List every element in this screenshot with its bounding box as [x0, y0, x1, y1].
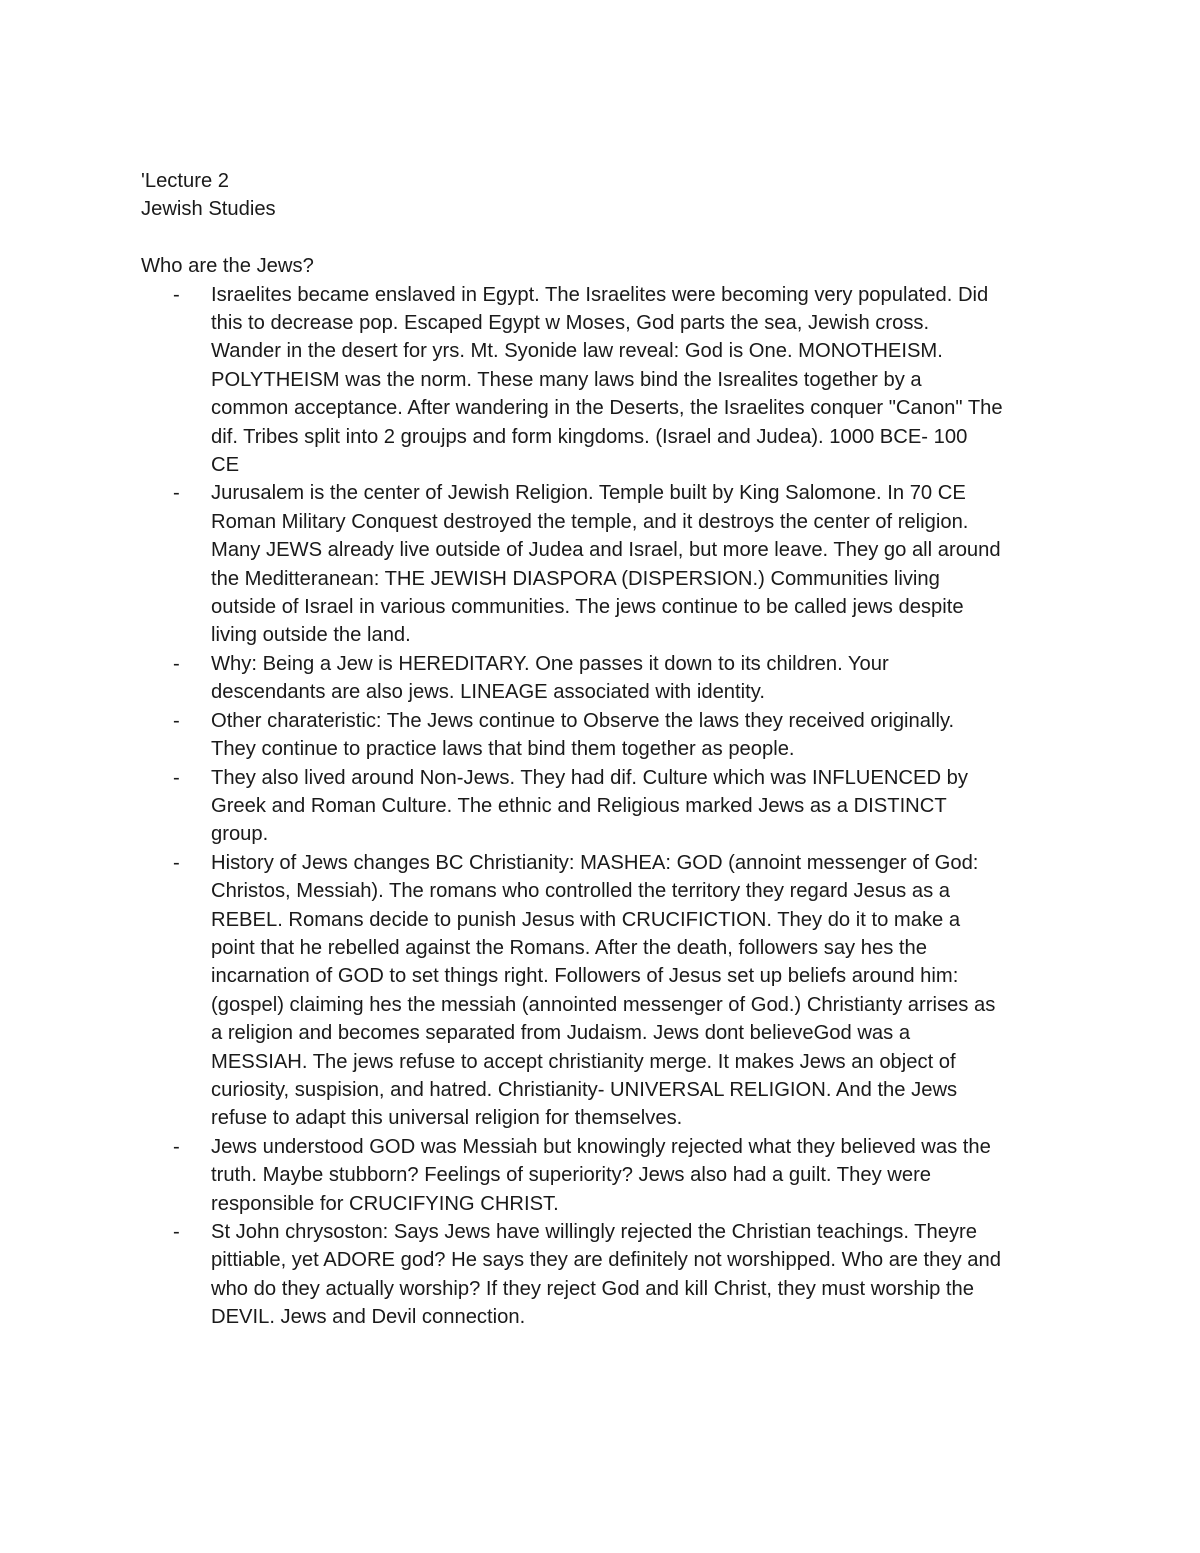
bullet-dash: - — [173, 851, 180, 874]
bullet-text-line: Other charateristic: The Jews continue to Observe the laws they received originally. — [211, 709, 955, 732]
bullet-text-line: They continue to practice laws that bind them together as people. — [211, 738, 795, 761]
bullet-text-line: this to decrease pop. Escaped Egypt w Moses, God parts the sea, Jewish cross. — [211, 312, 930, 335]
bullet-item — [141, 849, 1071, 1133]
bullet-item — [141, 479, 1071, 649]
bullet-text-line: descendants are also jews. LINEAGE associated with identity. — [211, 681, 765, 704]
section-heading: Who are the Jews? — [141, 255, 314, 278]
bullet-text-line: curiosity, suspision, and hatred. Christianity- UNIVERSAL RELIGION. And the Jews — [211, 1078, 958, 1101]
bullet-text-line: refuse to adapt this universal religion for themselves. — [211, 1107, 683, 1130]
bullet-text-line: Many JEWS already live outside of Judea and Israel, but more leave. They go all around — [211, 539, 1001, 562]
bullet-text-line: MESSIAH. The jews refuse to accept christianity merge. It makes Jews an object of — [211, 1050, 956, 1073]
bullet-dash: - — [173, 709, 180, 732]
bullet-list — [141, 281, 1071, 1332]
bullet-text-line: outside of Israel in various communities. The jews continue to be called jews despite — [211, 596, 964, 619]
bullet-text-line: dif. Tribes split into 2 groujps and form kingdoms. (Israel and Judea). 1000 BCE- 100 — [211, 425, 968, 448]
bullet-text-line: Greek and Roman Culture. The ethnic and Religious marked Jews as a DISTINCT — [211, 794, 947, 817]
bullet-text-line: pittiable, yet ADORE god? He says they are definitely not worshipped. Who are they and — [211, 1249, 1001, 1272]
bullet-item — [141, 707, 1071, 764]
bullet-dash: - — [173, 1221, 180, 1244]
bullet-text-line: the Meditteranean: THE JEWISH DIASPORA (DISPERSION.) Communities living — [211, 567, 940, 590]
bullet-text-line: They also lived around Non-Jews. They had dif. Culture which was INFLUENCED by — [211, 766, 968, 789]
bullet-text-line: Jews understood GOD was Messiah but knowingly rejected what they believed was the — [211, 1135, 991, 1158]
bullet-text-line: Why: Being a Jew is HEREDITARY. One passes it down to its children. Your — [211, 652, 889, 675]
bullet-item — [141, 764, 1071, 849]
bullet-text-line: DEVIL. Jews and Devil connection. — [211, 1306, 526, 1329]
bullet-text-line: point that he rebelled against the Romans. After the death, followers say hes the — [211, 936, 927, 959]
bullet-text-line: History of Jews changes BC Christianity: MASHEA: GOD (annoint messenger of God: — [211, 851, 979, 874]
bullet-text-line: CE — [211, 454, 240, 477]
bullet-text-line: POLYTHEISM was the norm. These many laws bind the Isrealites together by a — [211, 368, 922, 391]
bullet-text-line: group. — [211, 823, 269, 846]
bullet-text-line: truth. Maybe stubborn? Feelings of superiority? Jews also had a guilt. They were — [211, 1164, 932, 1187]
bullet-dash: - — [173, 482, 180, 505]
bullet-text-line: Christos, Messiah). The romans who controlled the territory they regard Jesus as a — [211, 880, 951, 903]
bullet-text-line: REBEL. Romans decide to punish Jesus with CRUCIFICTION. They do it to make a — [211, 908, 961, 931]
bullet-dash: - — [173, 283, 180, 306]
bullet-text-line: Jurusalem is the center of Jewish Religion. Temple built by King Salomone. In 70 CE — [211, 482, 966, 505]
bullet-item — [141, 281, 1071, 480]
bullet-text-line: common acceptance. After wandering in the Deserts, the Israelites conquer "Canon" The — [211, 397, 1003, 420]
bullet-item — [141, 1218, 1071, 1332]
bullet-item — [141, 1133, 1071, 1218]
course-name: Jewish Studies — [141, 198, 276, 221]
bullet-text-line: Israelites became enslaved in Egypt. The Israelites were becoming very populated. Did — [211, 283, 989, 306]
bullet-dash: - — [173, 1135, 180, 1158]
bullet-text-line: responsible for CRUCIFYING CHRIST. — [211, 1192, 559, 1215]
bullet-dash: - — [173, 652, 180, 675]
document-body — [141, 167, 1071, 1332]
bullet-item — [141, 650, 1071, 707]
bullet-text-line: Roman Military Conquest destroyed the temple, and it destroys the center of religion. — [211, 510, 969, 533]
bullet-text-line: St John chrysoston: Says Jews have willingly rejected the Christian teachings. Theyre — [211, 1221, 978, 1244]
bullet-text-line: a religion and becomes separated from Judaism. Jews dont believeGod was a — [211, 1022, 911, 1045]
lecture-title: 'Lecture 2 — [141, 170, 230, 192]
bullet-text-line: (gospel) claiming hes the messiah (annointed messenger of God.) Christianty arrises as — [211, 993, 996, 1016]
blank-line — [141, 224, 1071, 252]
bullet-text-line: who do they actually worship? If they reject God and kill Christ, they must worship the — [211, 1277, 974, 1300]
bullet-text-line: Wander in the desert for yrs. Mt. Syonide law reveal: God is One. MONOTHEISM. — [211, 340, 943, 363]
bullet-text-line: incarnation of GOD to set things right. Followers of Jesus set up beliefs around him: — [211, 965, 959, 988]
bullet-text-line: living outside the land. — [211, 624, 411, 647]
bullet-dash: - — [173, 766, 180, 789]
